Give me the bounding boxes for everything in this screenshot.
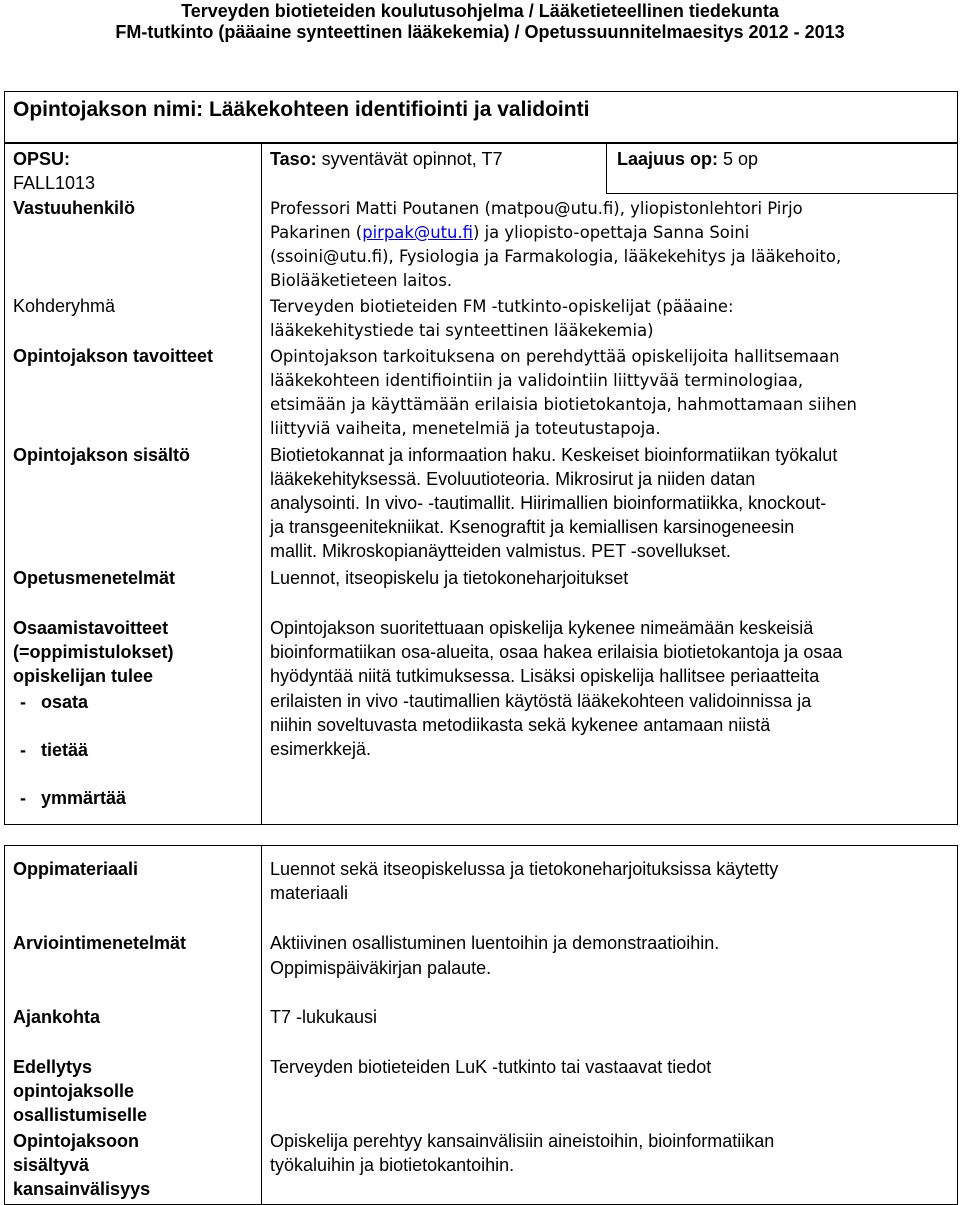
laajuus-value: 5 op — [718, 149, 759, 169]
tavoitteet-line-4: liittyviä vaiheita, menetelmiä ja toteutustapoja. — [270, 419, 661, 438]
vastuuhenkilo-line-1: Professori Matti Poutanen (matpou@utu.fi), yliopistonlehtori Pirjo — [270, 199, 803, 218]
kansainvalisyys-line-1: Opiskelija perehtyy kansainvälisiin aineistoihin, bioinformatiikan — [270, 1131, 775, 1151]
arviointi-line-2: Oppimispäiväkirjan palaute. — [270, 958, 492, 978]
vastuuhenkilo-line-2 — [270, 221, 749, 246]
osaamistavoitteet-line-6: esimerkkejä. — [270, 739, 372, 759]
sisalto-line-1: Biotietokannat ja informaation haku. Keskeiset bioinformatiikan työkalut — [270, 445, 838, 465]
tavoitteet-line-1: Opintojakson tarkoituksena on perehdyttää opiskelijoita hallitsemaan — [270, 347, 840, 366]
arviointi-label: Arviointimenetelmät — [13, 933, 187, 953]
laajuus-row — [617, 147, 758, 172]
edellytys-label-3: osallistumiselle — [13, 1105, 148, 1125]
sisalto-label: Opintojakson sisältö — [13, 445, 191, 465]
vastuuhenkilo-line-2-post: ) ja yliopisto-opettaja Sanna Soini — [472, 223, 750, 242]
taso-row — [270, 147, 502, 172]
table-column-divider — [261, 143, 262, 825]
kohderyhma-line-2: lääkekehitystiede tai synteettinen lääkekemia) — [270, 321, 654, 340]
osaamistavoitteet-label-2: (=oppimistulokset) — [13, 642, 174, 662]
course-name — [13, 97, 589, 123]
ajankohta-value: T7 -lukukausi — [270, 1007, 378, 1027]
tavoitteet-line-3: etsimään ja käyttämään erilaisia biotietokantoja, hahmottamaan siihen — [270, 395, 857, 414]
osaamistavoitteet-line-2: bioinformatiikan osa-alueita, osaa hakea erilaisia biotietokantoja ja osaa — [270, 642, 843, 662]
kansainvalisyys-label-1: Opintojaksoon — [13, 1131, 139, 1151]
oppimateriaali-line-2: materiaali — [270, 883, 349, 903]
ajankohta-label: Ajankohta — [13, 1007, 101, 1027]
header-line-1: Terveyden biotieteiden koulutusohjelma / Lääketieteellinen tiedekunta — [181, 1, 779, 21]
laajuus-cell-bottom — [606, 193, 958, 194]
sisalto-line-3: analysointi. In vivo- -tautimallit. Hiirimallien bioinformatiikka, knockout- — [270, 493, 827, 513]
osaamistavoitteet-line-4: erilaisten in vivo -tautimallien käytöstä lääkekohteen validoinnissa ja — [270, 691, 812, 711]
edellytys-value: Terveyden biotieteiden LuK -tutkinto tai vastaavat tiedot — [270, 1057, 712, 1077]
laajuus-cell-divider — [606, 143, 607, 193]
osaamistavoitteet-label-1: Osaamistavoitteet — [13, 618, 169, 638]
tietaa-item: - tietää — [20, 740, 89, 760]
opetusmenetelmat-value: Luennot, itseopiskelu ja tietokoneharjoitukset — [270, 568, 629, 588]
arviointi-line-1: Aktiivinen osallistuminen luentoihin ja demonstraatioihin. — [270, 933, 720, 953]
ymmartaa-item: - ymmärtää — [20, 788, 127, 808]
header-line-2: FM-tutkinto (pääaine synteettinen lääkekemia) / Opetussuunnitelmaesitys 2012 - 2013 — [115, 22, 845, 42]
email-link[interactable]: pirpak@utu.fi — [362, 223, 473, 242]
tavoitteet-line-2: lääkekohteen identifiointiin ja validointiin liittyvää terminologiaa, — [270, 371, 804, 390]
sisalto-line-4: ja transgeenitekniikat. Ksenograftit ja kemiallisen karsinogeneesin — [270, 517, 795, 537]
edellytys-label-2: opintojaksolle — [13, 1081, 135, 1101]
opsu-label: OPSU: — [13, 149, 71, 169]
opetusmenetelmat-label: Opetusmenetelmät — [13, 568, 176, 588]
osaamistavoitteet-label-3: opiskelijan tulee — [13, 666, 154, 686]
kohderyhma-label: Kohderyhmä — [13, 296, 116, 316]
kansainvalisyys-label-2: sisältyvä — [13, 1155, 90, 1175]
details-column-divider — [261, 845, 262, 1205]
tavoitteet-label: Opintojakson tavoitteet — [13, 346, 214, 366]
oppimateriaali-line-1: Luennot sekä itseopiskelussa ja tietokoneharjoituksissa käytetty — [270, 859, 779, 879]
taso-value: syventävät opinnot, T7 — [316, 149, 503, 169]
laajuus-label: Laajuus op: — [617, 149, 719, 169]
osaamistavoitteet-line-1: Opintojakson suoritettuaan opiskelija kykenee nimeämään keskeisiä — [270, 618, 814, 638]
sisalto-line-2: lääkekehityksessä. Evoluutioteoria. Mikrosirut ja niiden datan — [270, 469, 756, 489]
kohderyhma-line-1: Terveyden biotieteiden FM -tutkinto-opiskelijat (pääaine: — [270, 297, 734, 316]
vastuuhenkilo-line-4: Biolääketieteen laitos. — [270, 271, 453, 290]
opsu-code: FALL1013 — [13, 173, 96, 193]
course-name-label: Opintojakson nimi: — [13, 98, 210, 121]
osaamistavoitteet-line-5: niihin soveltuvasta metodiikasta sekä kykenee antamaan niistä — [270, 715, 771, 735]
sisalto-line-5: mallit. Mikroskopianäytteiden valmistus. PET -sovellukset. — [270, 541, 731, 561]
osaamistavoitteet-line-3: hyödyntää niitä tutkimuksessa. Lisäksi opiskelija hallitsee periaatteita — [270, 666, 820, 686]
osata-item: - osata — [20, 692, 89, 712]
taso-label: Taso: — [270, 149, 317, 169]
edellytys-label-1: Edellytys — [13, 1057, 93, 1077]
course-name-value: Lääkekohteen identifiointi ja validointi — [209, 98, 590, 121]
vastuuhenkilo-label: Vastuuhenkilö — [13, 198, 136, 218]
vastuuhenkilo-line-3: (ssoini@utu.fi), Fysiologia ja Farmakologia, lääkekehitys ja lääkehoito, — [270, 247, 842, 266]
kansainvalisyys-line-2: työkaluihin ja biotietokantoihin. — [270, 1155, 515, 1175]
oppimateriaali-label: Oppimateriaali — [13, 859, 139, 879]
vastuuhenkilo-line-2-pre: Pakarinen ( — [270, 223, 363, 242]
kansainvalisyys-label-3: kansainvälisyys — [13, 1179, 151, 1199]
